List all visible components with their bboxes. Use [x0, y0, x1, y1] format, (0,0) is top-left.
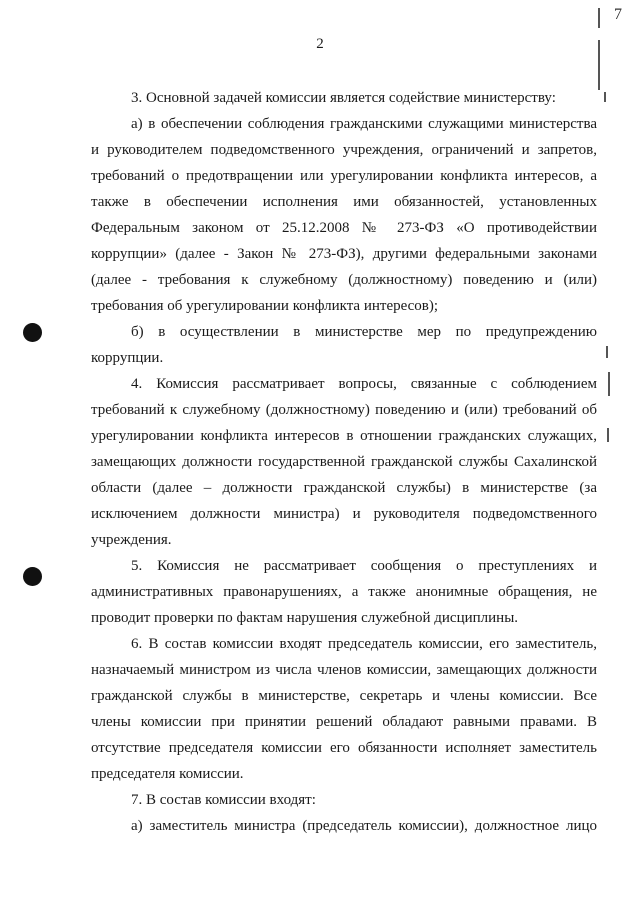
text-line: исключением должности министра) и руководителя подведомственного [91, 506, 597, 522]
text-line: а) заместитель министра (председатель комиссии), должностное лицо [131, 818, 597, 834]
text-line: отсутствие председателя комиссии его обязанности исполняет заместитель [91, 740, 597, 756]
scan-edge-line [607, 428, 609, 442]
scan-edge-line [606, 346, 608, 358]
text-line: б) в осуществлении в министерстве мер по предупреждению [131, 324, 597, 340]
scan-edge-line [604, 92, 606, 102]
text-line: учреждения. [91, 532, 172, 548]
text-line: 6. В состав комиссии входят председатель комиссии, его заместитель, [131, 636, 597, 652]
text-line: 3. Основной задачей комиссии является содействие министерству: [131, 90, 556, 106]
text-line: административных правонарушениях, а также анонимные обращения, не [91, 584, 597, 600]
scan-edge-line [598, 8, 600, 28]
page-number: 2 [316, 36, 324, 52]
punch-hole [23, 323, 42, 342]
text-line: также в обеспечении исполнения ими обязанностей, установленных [91, 194, 597, 210]
text-line: требований к служебному (должностному) поведению и (или) требований об [91, 402, 597, 418]
text-line: замещающих должности государственной гражданской службы Сахалинской [91, 454, 597, 470]
text-line: члены комиссии при принятии решений обладают равными правами. В [91, 714, 597, 730]
text-line: требований о предотвращении или урегулировании конфликта интересов, а [91, 168, 597, 184]
text-line: 7. В состав комиссии входят: [131, 792, 316, 808]
text-line: 4. Комиссия рассматривает вопросы, связанные с соблюдением [131, 376, 597, 392]
text-line: коррупции» (далее - Закон № 273-ФЗ), другими федеральными законами [91, 246, 597, 262]
text-line: коррупции. [91, 350, 164, 366]
text-line: 5. Комиссия не рассматривает сообщения о преступлениях и [131, 558, 597, 574]
text-line: а) в обеспечении соблюдения гражданскими служащими министерства [131, 116, 597, 132]
text-line: Федеральным законом от 25.12.2008 № 273-ФЗ «О противодействии [91, 220, 597, 236]
punch-hole [23, 567, 42, 586]
text-line: проводит проверки по фактам нарушения служебной дисциплины. [91, 610, 519, 626]
text-line: гражданской службы в министерстве, секретарь и члены комиссии. Все [91, 688, 597, 704]
scan-edge-line [608, 372, 610, 396]
text-line: требования об урегулировании конфликта интересов); [91, 298, 439, 314]
text-line: назначаемый министром из числа членов комиссии, замещающих должности [91, 662, 597, 678]
text-line: урегулировании конфликта интересов в отношении гражданских служащих, [91, 428, 597, 444]
text-line: председателя комиссии. [91, 766, 244, 782]
corner-handwritten-mark: 7 [614, 6, 622, 23]
text-line: области (далее – должности гражданской службы) в министерстве (за [91, 480, 597, 496]
text-line: (далее - требования к служебному (должностному) поведению и (или) [91, 272, 597, 288]
text-line: и руководителем подведомственного учреждения, ограничений и запретов, [91, 142, 597, 158]
